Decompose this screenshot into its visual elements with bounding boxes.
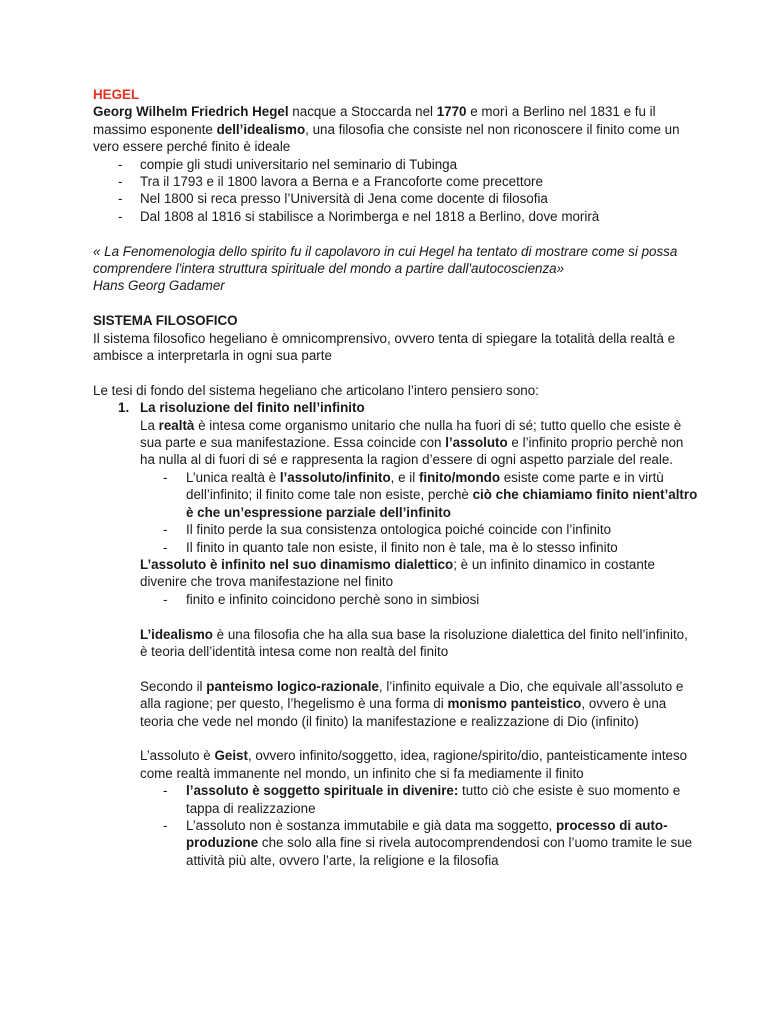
list-item: - finito e infinito coincidono perchè sono in simbiosi [93,591,698,608]
list-item: - Dal 1808 al 1816 si stabilisce a Norimberga e nel 1818 a Berlino, dove morirà [93,208,698,225]
list-item: - Il finito perde la sua consistenza ontologica poiché coincide con l’infinito [93,521,698,538]
hegel-name: Georg Wilhelm Friedrich Hegel [93,104,289,120]
point-title: La risoluzione del finito nell’infinito [140,400,365,416]
list-item: - Tra il 1793 e il 1800 lavora a Berna e a Francoforte come precettore [93,173,698,190]
point-1-paragraph: La realtà è intesa come organismo unitario che nulla ha fuori di sé; tutto quello che esiste è sua parte e sua manifestazione. Essa coincide con l’assoluto e l’infinito proprio perchè non ha nulla al di fuori di sé e rappresenta la ragion d’essere di ogni aspetto parziale del reale. [140,417,684,468]
quote-author: Hans Georg Gadamer [93,278,225,294]
idealism-paragraph: L’idealismo è una filosofia che ha alla sua base la risoluzione dialettica del finito nell’infinito, è teoria dell’identità intesa come non realtà del finito [140,626,688,659]
document-body [93,86,698,869]
list-item: - l’assoluto è soggetto spirituale in divenire: tutto ciò che esiste è suo momento e tappa di realizzazione [93,782,698,817]
bio-list [93,156,698,226]
page-title: HEGEL [93,87,140,102]
point-1-bullets [93,469,698,556]
list-item: - compie gli studi universitario nel seminario di Tubinga [93,156,698,173]
point-number: 1. [118,400,130,416]
birth-year: 1770 [436,104,467,120]
quote: « La Fenomenologia dello spirito fu il capolavoro in cui Hegel ha tentato di mostrare come si possa comprendere l'intera struttura spirituale del mondo a partire dall'autocoscienza» [93,243,678,277]
list-item: - Il finito in quanto tale non esiste, il finito non è tale, ma è lo stesso infinito [93,539,698,556]
list-item: - Nel 1800 si reca presso l’Università di Jena come docente di filosofia [93,190,698,207]
dynamism-paragraph: L’assoluto è infinito nel suo dinamismo dialettico; è un infinito dinamico in costante divenire che trova manifestazione nel finito [140,556,655,590]
intro-paragraph: Georg Wilhelm Friedrich Hegel nacque a Stoccarda nel 1770 e morì a Berlino nel 1831 e fu il massimo esponente dell’idealismo, una filosofia che consiste nel non riconoscere il finito come un vero essere perché finito è ideale [93,104,680,155]
geist-bullets [93,782,698,869]
list-item: - L’assoluto non è sostanza immutabile e già data ma soggetto, processo di auto-produzione che solo alla fine si rivela autocomprendendosi con l’uomo tramite le sue attività più alte, ovvero l’arte, la religione e la filosofia [93,817,698,869]
tesi-intro: Le tesi di fondo del sistema hegeliano che articolano l’intero pensiero sono: [93,382,539,398]
section-intro: Il sistema filosofico hegeliano è omnicomprensivo, ovvero tenta di spiegare la totalità della realtà e ambisce a interpretarla in ogni sua parte [93,330,676,364]
list-item: - L’unica realtà è l’assoluto/infinito, e il finito/mondo esiste come parte e in virtù dell’infinito; il finito come tale non esiste, perchè ciò che chiamiamo finito nient’altro è che un’espressione parziale dell’infinito [93,469,698,521]
pantheism-paragraph: Secondo il panteismo logico-razionale, l’infinito equivale a Dio, che equivale all’assoluto e alla ragione; per questo, l’hegelismo è una forma di monismo panteistico, ovvero è una teoria che vede nel mondo (il finito) la manifestazione e realizzazione di Dio (infinito) [140,678,684,729]
geist-paragraph: L’assoluto è Geist, ovvero infinito/soggetto, idea, ragione/spirito/dio, panteisticamente inteso come realtà immanente nel mondo, un infinito che si fa mediamente il finito [140,748,688,781]
idealism-term: dell’idealismo [216,121,306,137]
section-title: SISTEMA FILOSOFICO [93,313,238,329]
dynamism-bullets [93,591,698,608]
point-1-heading [93,399,698,416]
